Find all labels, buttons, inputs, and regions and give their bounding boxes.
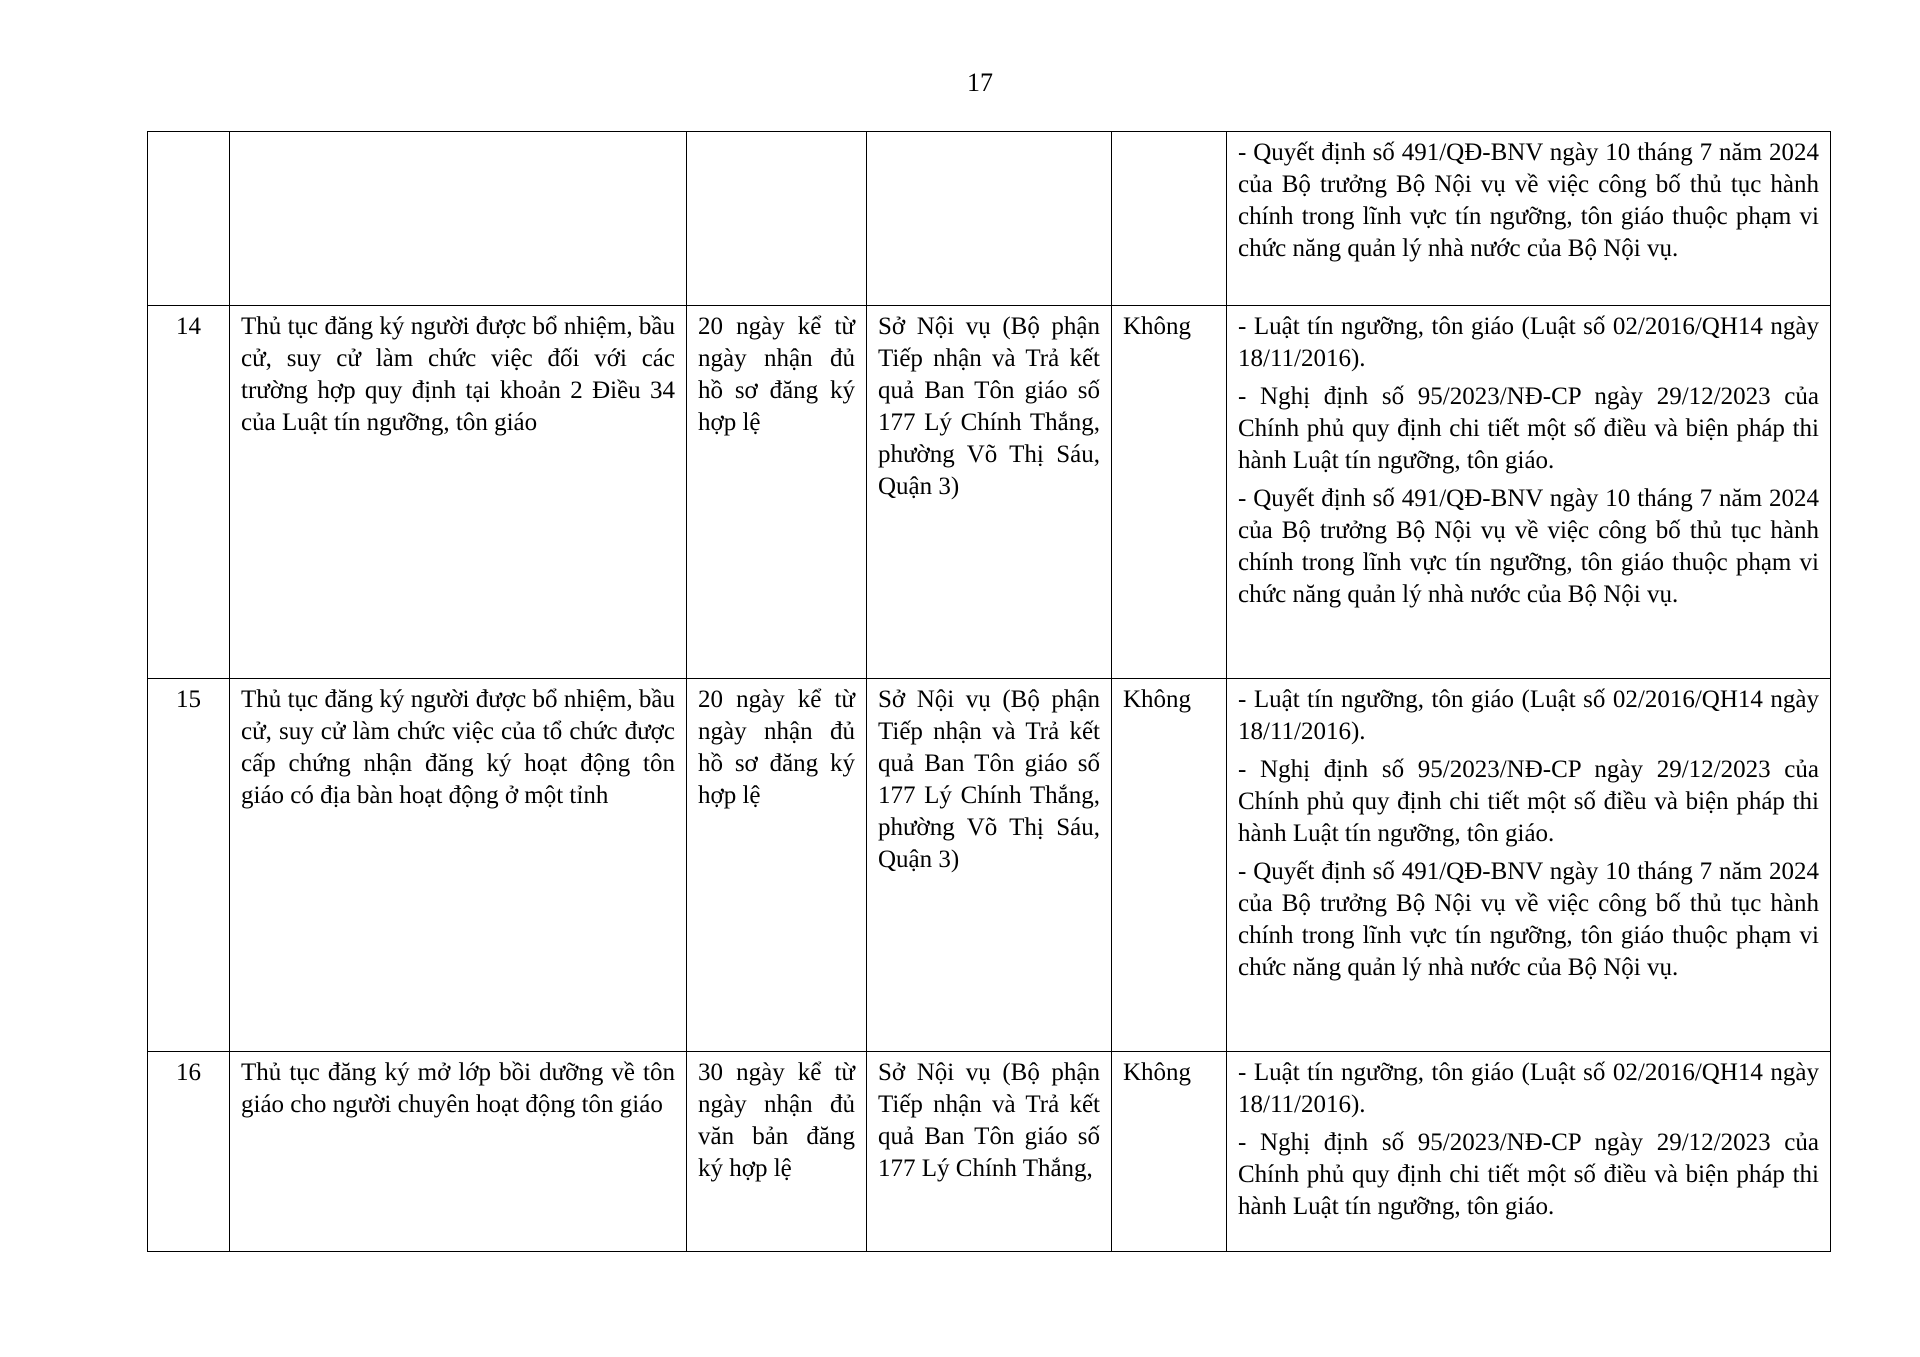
legal-basis-item: - Nghị định số 95/2023/NĐ-CP ngày 29/12/2023 của Chính phủ quy định chi tiết một số điều và biện pháp thi hành Luật tín ngưỡng, tôn giáo. [1238, 383, 1819, 474]
legal-basis-item: - Luật tín ngưỡng, tôn giáo (Luật số 02/2016/QH14 ngày 18/11/2016). [1238, 686, 1819, 745]
procedure-name-cell: Thủ tục đăng ký người được bổ nhiệm, bầu cử, suy cử làm chức việc đối với các trường hợp quy định tại khoản 2 Điều 34 của Luật tín ngưỡng, tôn giáo [230, 306, 687, 679]
procedures-table [147, 131, 1831, 1252]
fee-cell: Không [1112, 306, 1227, 679]
table-row [148, 132, 1831, 306]
legal-basis-cell [1227, 132, 1831, 306]
legal-basis-cell [1227, 306, 1831, 679]
legal-basis-cell [1227, 1052, 1831, 1252]
fee-cell [1112, 132, 1227, 306]
time-limit-cell: 20 ngày kể từ ngày nhận đủ hồ sơ đăng ký hợp lệ [687, 679, 867, 1052]
row-number-cell [148, 132, 230, 306]
page-number: 17 [967, 68, 993, 97]
table-row [148, 1052, 1831, 1252]
legal-basis-item: - Luật tín ngưỡng, tôn giáo (Luật số 02/2016/QH14 ngày 18/11/2016). [1238, 313, 1819, 372]
procedure-name-cell: Thủ tục đăng ký người được bổ nhiệm, bầu cử, suy cử làm chức việc của tổ chức được cấp chứng nhận đăng ký hoạt động tôn giáo có địa bàn hoạt động ở một tỉnh [230, 679, 687, 1052]
legal-basis-item: - Quyết định số 491/QĐ-BNV ngày 10 tháng 7 năm 2024 của Bộ trưởng Bộ Nội vụ về việc công bố thủ tục hành chính trong lĩnh vực tín ngưỡng, tôn giáo thuộc phạm vi chức năng quản lý nhà nước của Bộ Nội vụ. [1238, 139, 1819, 262]
table-row [148, 306, 1831, 679]
legal-basis-item: - Quyết định số 491/QĐ-BNV ngày 10 tháng 7 năm 2024 của Bộ trưởng Bộ Nội vụ về việc công bố thủ tục hành chính trong lĩnh vực tín ngưỡng, tôn giáo thuộc phạm vi chức năng quản lý nhà nước của Bộ Nội vụ. [1238, 485, 1819, 608]
time-limit-cell: 20 ngày kể từ ngày nhận đủ hồ sơ đăng ký hợp lệ [687, 306, 867, 679]
legal-basis-cell [1227, 679, 1831, 1052]
legal-basis-item: - Nghị định số 95/2023/NĐ-CP ngày 29/12/2023 của Chính phủ quy định chi tiết một số điều và biện pháp thi hành Luật tín ngưỡng, tôn giáo. [1238, 1129, 1819, 1220]
legal-basis-item: - Luật tín ngưỡng, tôn giáo (Luật số 02/2016/QH14 ngày 18/11/2016). [1238, 1059, 1819, 1118]
place-cell: Sở Nội vụ (Bộ phận Tiếp nhận và Trả kết quả Ban Tôn giáo số 177 Lý Chính Thắng, [867, 1052, 1112, 1252]
legal-basis-item: - Quyết định số 491/QĐ-BNV ngày 10 tháng 7 năm 2024 của Bộ trưởng Bộ Nội vụ về việc công bố thủ tục hành chính trong lĩnh vực tín ngưỡng, tôn giáo thuộc phạm vi chức năng quản lý nhà nước của Bộ Nội vụ. [1238, 858, 1819, 981]
time-limit-cell: 30 ngày kể từ ngày nhận đủ văn bản đăng ký hợp lệ [687, 1052, 867, 1252]
row-number-cell: 15 [148, 679, 230, 1052]
table-row [148, 679, 1831, 1052]
fee-cell: Không [1112, 679, 1227, 1052]
time-limit-cell [687, 132, 867, 306]
procedure-name-cell: Thủ tục đăng ký mở lớp bồi dưỡng về tôn giáo cho người chuyên hoạt động tôn giáo [230, 1052, 687, 1252]
place-cell: Sở Nội vụ (Bộ phận Tiếp nhận và Trả kết quả Ban Tôn giáo số 177 Lý Chính Thắng, phường Võ Thị Sáu, Quận 3) [867, 306, 1112, 679]
row-number-cell: 16 [148, 1052, 230, 1252]
fee-cell: Không [1112, 1052, 1227, 1252]
legal-basis-item: - Nghị định số 95/2023/NĐ-CP ngày 29/12/2023 của Chính phủ quy định chi tiết một số điều và biện pháp thi hành Luật tín ngưỡng, tôn giáo. [1238, 756, 1819, 847]
place-cell [867, 132, 1112, 306]
procedure-name-cell [230, 132, 687, 306]
row-number-cell: 14 [148, 306, 230, 679]
place-cell: Sở Nội vụ (Bộ phận Tiếp nhận và Trả kết quả Ban Tôn giáo số 177 Lý Chính Thắng, phường Võ Thị Sáu, Quận 3) [867, 679, 1112, 1052]
